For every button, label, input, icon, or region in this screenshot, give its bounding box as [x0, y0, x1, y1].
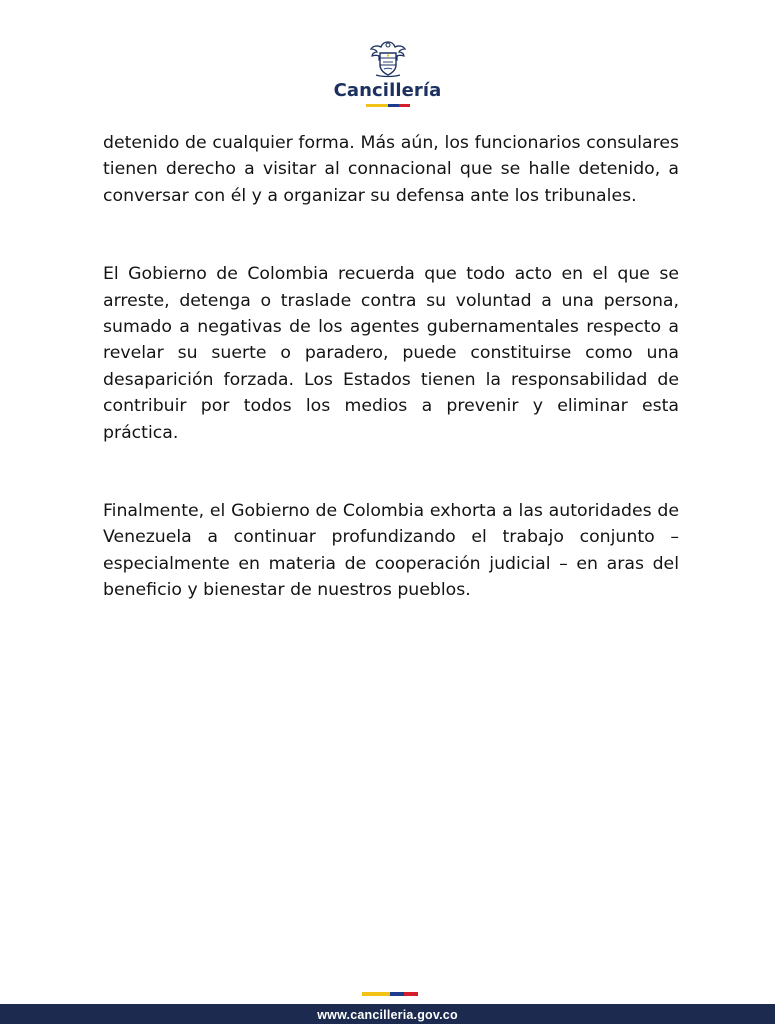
- paragraph-closing: Finalmente, el Gobierno de Colombia exhorta a las autoridades de Venezuela a continuar profundizando el trabajo conjunto – especialmente en materia de cooperación judicial – en aras del beneficio y bienestar de nuestros pueblos.: [103, 501, 679, 601]
- footer-bar: [0, 1004, 775, 1024]
- footer-stripe-red: [404, 992, 418, 996]
- flag-stripe-blue: [388, 104, 399, 107]
- footer-stripe-blue: [390, 992, 404, 996]
- flag-stripe-yellow: [366, 104, 388, 107]
- letterhead: [0, 38, 775, 107]
- colombia-coat-of-arms-icon: [368, 38, 408, 80]
- paragraph-forced-disappearance: El Gobierno de Colombia recuerda que todo acto en el que se arreste, detenga o traslade contra su voluntad a una persona, sumado a negativas de los agentes gubernamentales respecto a revelar su suerte o paradero, puede constituirse como una desaparición forzada. Los Estados tienen la responsabilidad de contribuir por todos los medios a prevenir y eliminar esta práctica.: [103, 264, 679, 443]
- footer-website-url: www.cancilleria.gov.co: [317, 1008, 458, 1022]
- footer-stripe-yellow: [362, 992, 390, 996]
- footer-flag-stripe: [362, 992, 418, 996]
- brand-name: Cancillería: [333, 80, 442, 101]
- flag-stripe-red: [399, 104, 410, 107]
- document-body: [103, 130, 679, 604]
- paragraph-consular-rights: detenido de cualquier forma. Más aún, los funcionarios consulares tienen derecho a visitar al connacional que se halle detenido, a conversar con él y a organizar su defensa ante los tribunales.: [103, 133, 679, 206]
- flag-stripe: [366, 104, 410, 107]
